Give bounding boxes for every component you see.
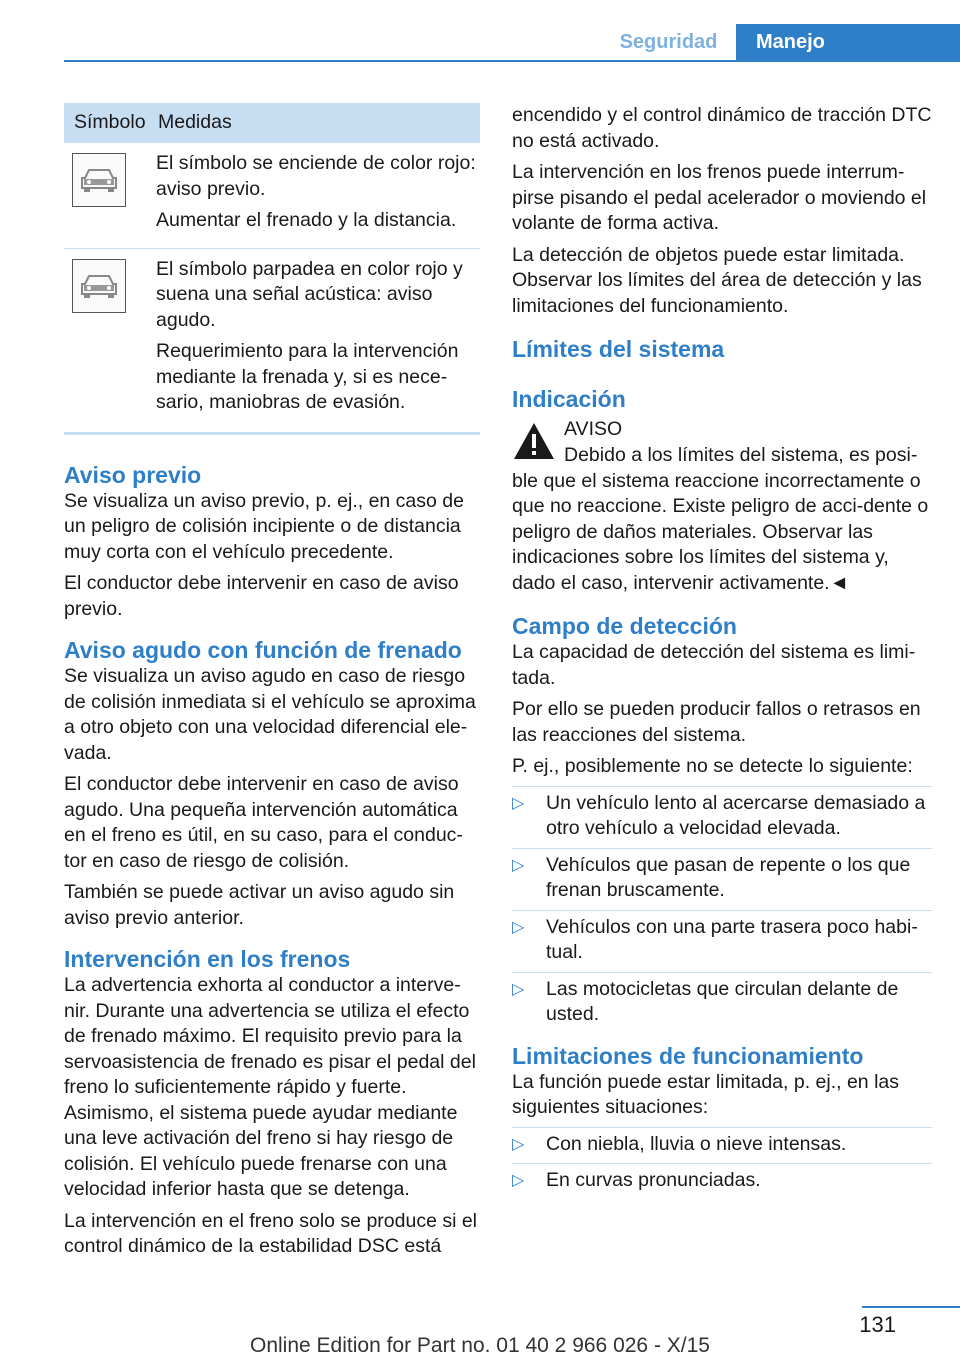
limitations-list (512, 1127, 932, 1200)
left-column (64, 103, 482, 1266)
list-item (512, 972, 932, 1034)
header-rule (64, 60, 960, 62)
paragraph: Se visualiza un aviso agudo en caso de riesgo de colisión inmediata si el vehículo se aproxima a otro objeto con una velocidad diferencial ele-vada. (64, 665, 476, 764)
warning-block (512, 417, 932, 469)
car-warning-icon (72, 153, 126, 207)
tab-seguridad[interactable]: Seguridad (619, 31, 718, 53)
list-item-text: En curvas pronunciadas. (546, 1169, 761, 1191)
header-tabs (601, 24, 960, 61)
heading-indicacion: Indicación (512, 386, 626, 412)
symbol-cell (64, 248, 156, 433)
warning-head (564, 417, 917, 469)
paragraph: P. ej., posiblemente no se detecte lo siguiente: (512, 755, 913, 777)
symbol-table (64, 103, 480, 435)
measure-text: El símbolo se enciende de color rojo: aviso previo. (156, 152, 476, 200)
warning-title: AVISO (564, 418, 623, 440)
bullet-triangle-icon: ▷ (512, 1172, 525, 1189)
detection-list (512, 786, 932, 1034)
bullet-triangle-icon: ▷ (512, 918, 525, 936)
list-item-text: Vehículos con una parte trasera poco habi-tual. (546, 915, 918, 963)
edition-footer: Online Edition for Part no. 01 40 2 966 026 - X/15 (250, 1334, 710, 1357)
right-column (512, 103, 932, 1208)
list-item (512, 1127, 932, 1164)
symbol-cell (64, 143, 156, 248)
measure-text: El símbolo parpadea en color rojo y suena una señal acústica: aviso agudo. (156, 257, 463, 331)
paragraph: encendido y el control dinámico de tracción DTC no está activado. (512, 104, 932, 152)
measures-cell (156, 143, 480, 248)
paragraph: El conductor debe intervenir en caso de aviso previo. (64, 572, 459, 620)
warning-text: ble que el sistema reaccione incorrectamente o que no reaccione. Existe peligro de acci-dente o peligro de daños materiales. Observar las indicaciones sobre los límites del sistema y, dado el caso, intervenir activamente.◄ (512, 469, 929, 594)
list-item-text: Vehículos que pasan de repente o los que frenan bruscamente. (546, 853, 911, 901)
list-item (512, 848, 932, 910)
table-row (64, 248, 480, 433)
warning-triangle-icon (512, 417, 554, 469)
paragraph: El conductor debe intervenir en caso de aviso agudo. Una pequeña intervención automática en el freno es útil, en su caso, para el conduc-tor en caso de riesgo de colisión. (64, 773, 463, 872)
car-warning-icon (72, 259, 126, 313)
list-item-text: Con niebla, lluvia o nieve intensas. (546, 1132, 847, 1155)
table-row (64, 143, 480, 248)
measure-text: Requerimiento para la intervención mediante la frenada y, si es nece-sario, maniobras de evasión. (156, 340, 459, 413)
heading-aviso-agudo: Aviso agudo con función de frenado (64, 637, 462, 663)
list-item (512, 786, 932, 848)
tab-manejo[interactable]: Manejo (736, 24, 960, 61)
list-item (512, 910, 932, 972)
heading-limites-sistema: Límites del sistema (512, 336, 725, 362)
heading-aviso-previo: Aviso previo (64, 461, 202, 488)
paragraph: También se puede activar un aviso agudo sin aviso previo anterior. (64, 881, 455, 929)
paragraph: La función puede estar limitada, p. ej., en las siguientes situaciones: (512, 1070, 899, 1118)
paragraph: La detección de objetos puede estar limitada. Observar los límites del área de detección y las limitaciones del funcionamiento. (512, 243, 922, 317)
bullet-triangle-icon: ▷ (512, 980, 525, 998)
col-header-measures: Medidas (156, 103, 480, 143)
measures-cell (156, 248, 480, 433)
col-header-symbol: Símbolo (64, 103, 156, 143)
table-header-row (64, 103, 480, 143)
bullet-triangle-icon: ▷ (512, 1135, 525, 1153)
heading-intervencion-frenos: Intervención en los frenos (64, 946, 351, 972)
bullet-triangle-icon: ▷ (512, 856, 525, 874)
page-number-rule (862, 1306, 960, 1308)
bullet-triangle-icon: ▷ (512, 794, 525, 812)
paragraph: Por ello se pueden producir fallos o retrasos en las reacciones del sistema. (512, 698, 921, 746)
list-item (512, 1163, 932, 1200)
paragraph: La advertencia exhorta al conductor a interve-nir. Durante una advertencia se utiliza el efecto de frenado máximo. El requisito previo para la servoasistencia de frenado es pisar el pedal del freno lo suficientemente rápido y fuerte. Asimismo, el sistema puede ayudar mediante una leve activación del freno si hay riesgo de colisión. El vehículo puede frenarse con una velocidad inferior hasta que se detenga. (64, 974, 476, 1200)
paragraph: La intervención en los frenos puede interrum-pirse pisando el pedal acelerador o moviendo el volante de forma activa. (512, 161, 927, 234)
paragraph: La intervención en el freno solo se produce si el control dinámico de la estabilidad DSC está (64, 1209, 478, 1257)
measure-text: Aumentar el frenado y la distancia. (156, 209, 457, 231)
list-item-text: Las motocicletas que circulan delante de usted. (546, 977, 899, 1025)
warning-first-line: Debido a los límites del sistema, es posi- (564, 443, 918, 466)
heading-limitaciones: Limitaciones de funcionamiento (512, 1042, 864, 1069)
list-item-text: Un vehículo lento al acercarse demasiado a otro vehículo a velocidad elevada. (546, 791, 926, 839)
paragraph: La capacidad de detección del sistema es limi-tada. (512, 641, 916, 689)
heading-campo-deteccion: Campo de detección (512, 613, 737, 639)
paragraph: Se visualiza un aviso previo, p. ej., en caso de un peligro de colisión incipiente o de distancia muy corta con el vehículo precedente. (64, 489, 464, 563)
page-number: 131 (859, 1312, 896, 1337)
